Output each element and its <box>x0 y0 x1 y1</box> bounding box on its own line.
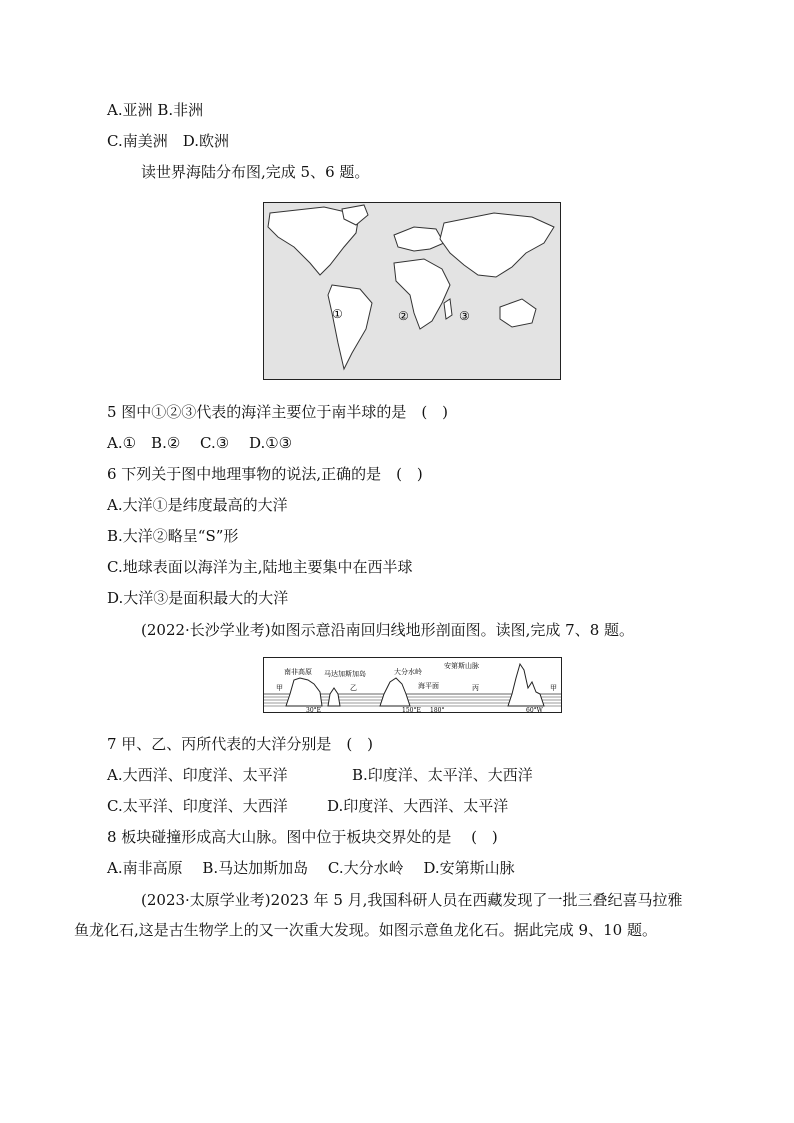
q5-options: A.① B.② C.③ D.①③ <box>107 434 293 452</box>
ocean-label-3: ③ <box>459 309 470 323</box>
q8-stem: 8 板块碰撞形成高大山脉。图中位于板块交界处的是 ( ) <box>107 828 498 846</box>
label-yi: 乙 <box>350 684 357 692</box>
q5-stem: 5 图中①②③代表的海洋主要位于南半球的是 ( ) <box>107 403 449 421</box>
label-lon-180: 180° <box>430 707 445 712</box>
label-bing: 丙 <box>472 684 479 692</box>
label-lon-150e: 150°E <box>402 707 421 712</box>
label-madajiasijia: 马达加斯加岛 <box>324 670 366 678</box>
q7-option-a: A.大西洋、印度洋、太平洋 <box>107 766 288 784</box>
ocean-label-1: ① <box>332 307 343 321</box>
terrain-profile <box>263 657 562 713</box>
label-andi: 安第斯山脉 <box>444 662 479 670</box>
q6-stem: 6 下列关于图中地理事物的说法,正确的是 ( ) <box>107 465 423 483</box>
q6-option-b: B.大洋②略呈“S”形 <box>107 527 239 545</box>
world-map-drawing <box>264 203 559 378</box>
q6-option-d: D.大洋③是面积最大的大洋 <box>107 589 289 607</box>
q7-option-d: D.印度洋、大西洋、太平洋 <box>327 797 509 815</box>
intro-910-line1: (2023·太原学业考)2023 年 5 月,我国科研人员在西藏发现了一批三叠纪喜马拉雅 <box>141 891 683 909</box>
intro-910-line2: 鱼龙化石,这是古生物学上的又一次重大发现。如图示意鱼龙化石。据此完成 9、10 题。 <box>74 921 657 939</box>
label-lon-60w: 60°W <box>526 707 543 712</box>
label-jia-left: 甲 <box>276 684 283 692</box>
world-map <box>263 202 561 380</box>
q6-option-c: C.地球表面以海洋为主,陆地主要集中在西半球 <box>107 558 413 576</box>
map-intro: 读世界海陆分布图,完成 5、6 题。 <box>141 163 370 181</box>
terrain-profile-drawing <box>264 658 561 712</box>
label-nanfei: 南非高原 <box>284 668 312 676</box>
ocean-label-2: ② <box>398 309 409 323</box>
label-jia-right: 甲 <box>550 684 557 692</box>
q6-option-a: A.大洋①是纬度最高的大洋 <box>107 496 288 514</box>
label-lon-30e: 30°E <box>306 707 322 712</box>
label-haipingmian: 海平面 <box>418 682 439 690</box>
q8-options: A.南非高原 B.马达加斯加岛 C.大分水岭 D.安第斯山脉 <box>107 859 515 877</box>
q7-stem: 7 甲、乙、丙所代表的大洋分别是 ( ) <box>107 735 374 753</box>
profile-intro: (2022·长沙学业考)如图示意沿南回归线地形剖面图。读图,完成 7、8 题。 <box>141 621 635 639</box>
q4-option-ab: A.亚洲 B.非洲 <box>107 101 204 119</box>
label-dafen: 大分水岭 <box>394 668 422 676</box>
q7-option-c: C.太平洋、印度洋、大西洋 <box>107 797 288 815</box>
q7-option-b: B.印度洋、太平洋、大西洋 <box>352 766 533 784</box>
q4-option-cd: C.南美洲 D.欧洲 <box>107 132 229 150</box>
